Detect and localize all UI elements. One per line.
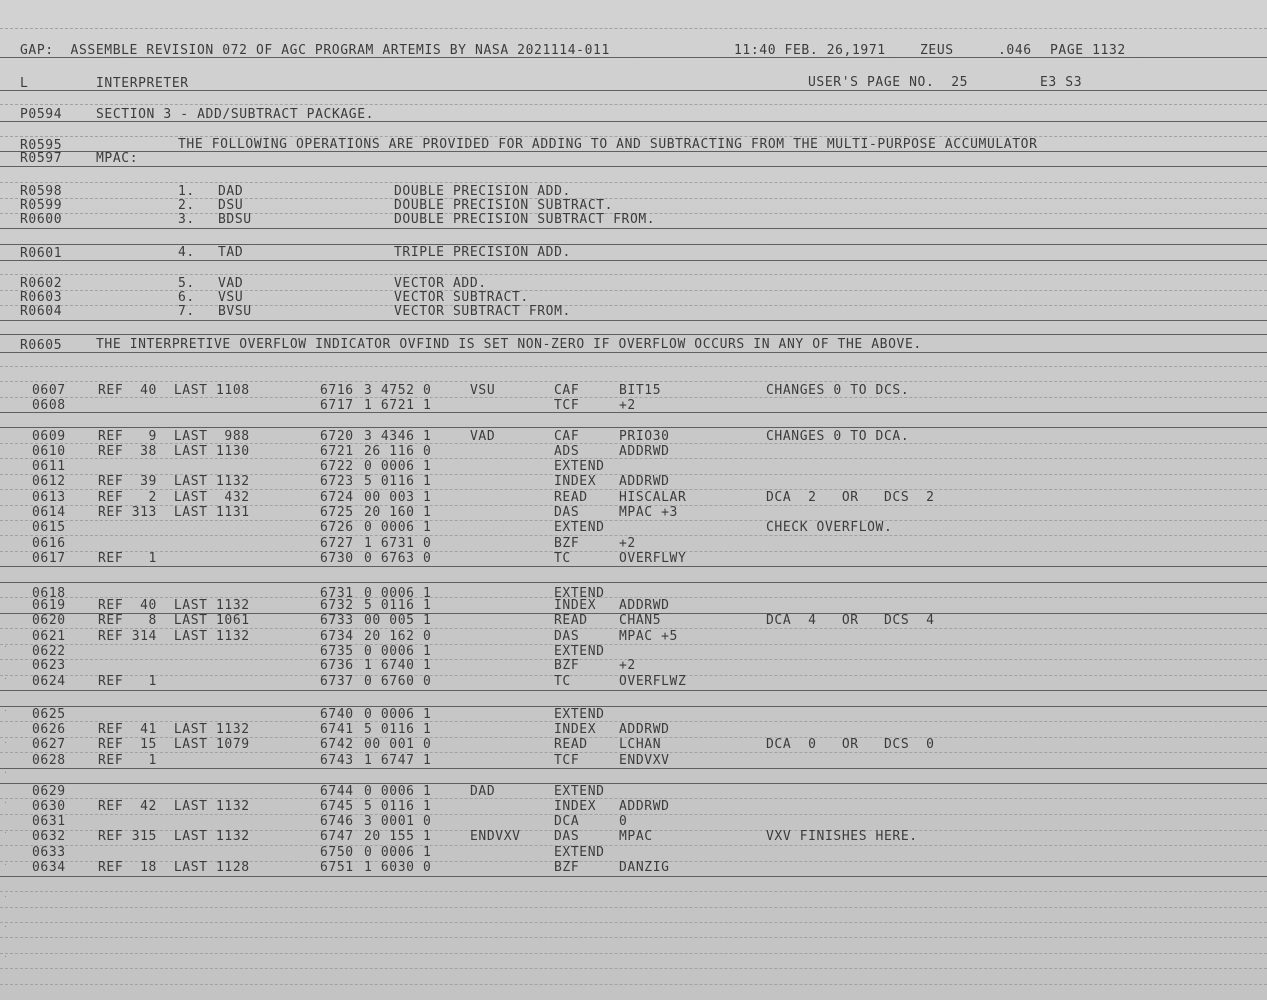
address: 6722 [320, 459, 354, 474]
ref-column: REF 40 LAST 1132 [98, 598, 250, 613]
rule [0, 427, 1267, 428]
line-number: 0615 [32, 520, 66, 535]
address: 6746 [320, 814, 354, 829]
op-number: 1. [178, 184, 195, 199]
remark-ref: R0595 [20, 138, 63, 153]
address: 6723 [320, 474, 354, 489]
operand: +2 [619, 658, 636, 673]
opcode: EXTEND [554, 845, 605, 860]
address: 6725 [320, 505, 354, 520]
address: 6732 [320, 598, 354, 613]
opcode: READ [554, 490, 588, 505]
line-number: 0619 [32, 598, 66, 613]
opcode: DCA [554, 814, 580, 829]
op-number: 2. [178, 198, 195, 213]
operand: OVERFLWY [619, 551, 687, 566]
margin-mark: . [4, 950, 7, 960]
ref-column: REF 1 [98, 674, 157, 689]
op-ref: R0599 [20, 198, 63, 213]
op-ref: R0598 [20, 184, 63, 199]
rule [0, 876, 1267, 877]
line-number: 0629 [32, 784, 66, 799]
line-number: 0609 [32, 429, 66, 444]
header-machine: ZEUS [920, 43, 954, 58]
rule [0, 352, 1267, 353]
subheader-id: E3 S3 [1040, 75, 1083, 90]
opcode: READ [554, 613, 588, 628]
guide-line [0, 381, 1267, 382]
opcode: TCF [554, 398, 580, 413]
octal-word: 1 6030 0 [364, 860, 432, 875]
opcode: EXTEND [554, 586, 605, 601]
margin-mark: . [4, 640, 7, 650]
octal-word: 3 4346 1 [364, 429, 432, 444]
octal-word: 5 0116 1 [364, 799, 432, 814]
opcode: INDEX [554, 722, 597, 737]
address: 6741 [320, 722, 354, 737]
guide-line [0, 984, 1267, 985]
margin-mark: . [4, 890, 7, 900]
op-mnemonic: TAD [218, 245, 244, 260]
octal-word: 0 0006 1 [364, 520, 432, 535]
section-title: SECTION 3 - ADD/SUBTRACT PACKAGE. [96, 107, 375, 122]
address: 6740 [320, 707, 354, 722]
op-description: DOUBLE PRECISION ADD. [394, 184, 571, 199]
octal-word: 3 0001 0 [364, 814, 432, 829]
ref-column: REF 15 LAST 1079 [98, 737, 250, 752]
op-ref: R0603 [20, 290, 63, 305]
line-number: 0624 [32, 674, 66, 689]
label: ENDVXV [470, 829, 521, 844]
rule [0, 228, 1267, 229]
octal-word: 0 0006 1 [364, 586, 432, 601]
remark-ref: R0597 [20, 151, 63, 166]
comment: CHANGES 0 TO DCS. [766, 383, 910, 398]
comment: CHANGES 0 TO DCA. [766, 429, 910, 444]
line-number: 0617 [32, 551, 66, 566]
rule [0, 166, 1267, 167]
opcode: TC [554, 674, 571, 689]
op-number: 6. [178, 290, 195, 305]
octal-word: 1 6721 1 [364, 398, 432, 413]
line-number: 0628 [32, 753, 66, 768]
address: 6747 [320, 829, 354, 844]
line-number: 0633 [32, 845, 66, 860]
operand: ADDRWD [619, 444, 670, 459]
address: 6743 [320, 753, 354, 768]
ref-column: REF 39 LAST 1132 [98, 474, 250, 489]
opcode: INDEX [554, 799, 597, 814]
ref-column: REF 18 LAST 1128 [98, 860, 250, 875]
op-mnemonic: DSU [218, 198, 244, 213]
line-number: 0631 [32, 814, 66, 829]
margin-mark: . [4, 826, 7, 836]
guide-line [0, 520, 1267, 521]
line-number: 0622 [32, 644, 66, 659]
op-mnemonic: BVSU [218, 304, 252, 319]
octal-word: 3 4752 0 [364, 383, 432, 398]
op-description: DOUBLE PRECISION SUBTRACT. [394, 198, 614, 213]
line-number: 0614 [32, 505, 66, 520]
octal-word: 26 116 0 [364, 444, 432, 459]
address: 6736 [320, 658, 354, 673]
address: 6724 [320, 490, 354, 505]
octal-word: 5 0116 1 [364, 722, 432, 737]
octal-word: 0 0006 1 [364, 644, 432, 659]
label: VSU [470, 383, 496, 398]
guide-line [0, 922, 1267, 923]
opcode: TCF [554, 753, 580, 768]
line-number: 0613 [32, 490, 66, 505]
address: 6744 [320, 784, 354, 799]
guide-line [0, 366, 1267, 367]
op-description: VECTOR SUBTRACT. [394, 290, 529, 305]
address: 6721 [320, 444, 354, 459]
octal-word: 1 6740 1 [364, 658, 432, 673]
opcode: EXTEND [554, 644, 605, 659]
ref-column: REF 41 LAST 1132 [98, 722, 250, 737]
octal-word: 0 6763 0 [364, 551, 432, 566]
op-number: 7. [178, 304, 195, 319]
line-number: 0623 [32, 658, 66, 673]
operand: +2 [619, 398, 636, 413]
op-mnemonic: DAD [218, 184, 244, 199]
rule [0, 783, 1267, 784]
comment: DCA 0 OR DCS 0 [766, 737, 935, 752]
address: 6717 [320, 398, 354, 413]
opcode: EXTEND [554, 459, 605, 474]
margin-mark: . [4, 920, 7, 930]
octal-word: 5 0116 1 [364, 474, 432, 489]
opcode: DAS [554, 829, 580, 844]
opcode: INDEX [554, 598, 597, 613]
ref-column: REF 40 LAST 1108 [98, 383, 250, 398]
line-number: 0632 [32, 829, 66, 844]
guide-line [0, 907, 1267, 908]
operand: ADDRWD [619, 722, 670, 737]
rule [0, 90, 1267, 91]
octal-word: 0 0006 1 [364, 707, 432, 722]
ref-column: REF 8 LAST 1061 [98, 613, 250, 628]
ref-column: REF 42 LAST 1132 [98, 799, 250, 814]
line-number: 0625 [32, 707, 66, 722]
rule [0, 706, 1267, 707]
octal-word: 0 6760 0 [364, 674, 432, 689]
section-ref: P0594 [20, 107, 63, 122]
header-job: .046 [998, 43, 1032, 58]
operand: MPAC +3 [619, 505, 678, 520]
header-title: GAP: ASSEMBLE REVISION 072 OF AGC PROGRAM ARTEMIS BY NASA 2021114-011 [20, 43, 610, 58]
operand: OVERFLWZ [619, 674, 687, 689]
op-ref: R0604 [20, 304, 63, 319]
address: 6720 [320, 429, 354, 444]
op-description: VECTOR SUBTRACT FROM. [394, 304, 571, 319]
op-description: TRIPLE PRECISION ADD. [394, 245, 571, 260]
octal-word: 20 160 1 [364, 505, 432, 520]
address: 6733 [320, 613, 354, 628]
line-number: 0616 [32, 536, 66, 551]
op-number: 3. [178, 212, 195, 227]
margin-mark: . [4, 736, 7, 746]
op-ref: R0600 [20, 212, 63, 227]
remark-text: THE FOLLOWING OPERATIONS ARE PROVIDED FOR ADDING TO AND SUBTRACTING FROM THE MULTI-PURPOSE ACCUMULATOR [178, 137, 1038, 152]
operand: ADDRWD [619, 598, 670, 613]
guide-line [0, 814, 1267, 815]
line-number: 0607 [32, 383, 66, 398]
line-number: 0630 [32, 799, 66, 814]
octal-word: 0 0006 1 [364, 784, 432, 799]
guide-line [0, 968, 1267, 969]
remark-text: THE INTERPRETIVE OVERFLOW INDICATOR OVFIND IS SET NON-ZERO IF OVERFLOW OCCURS IN ANY OF THE ABOVE. [96, 337, 922, 352]
rule [0, 582, 1267, 583]
operand: ADDRWD [619, 799, 670, 814]
address: 6735 [320, 644, 354, 659]
opcode: DAS [554, 505, 580, 520]
comment: CHECK OVERFLOW. [766, 520, 893, 535]
opcode: DAS [554, 629, 580, 644]
octal-word: 20 155 1 [364, 829, 432, 844]
margin-mark: . [4, 672, 7, 682]
line-number: 0620 [32, 613, 66, 628]
ref-column: REF 38 LAST 1130 [98, 444, 250, 459]
guide-line [0, 953, 1267, 954]
opcode: CAF [554, 383, 580, 398]
comment: DCA 2 OR DCS 2 [766, 490, 935, 505]
subheader-code: L [20, 76, 29, 91]
guide-line [0, 644, 1267, 645]
ref-column: REF 314 LAST 1132 [98, 629, 250, 644]
operand: HISCALAR [619, 490, 687, 505]
guide-line [0, 845, 1267, 846]
line-number: 0634 [32, 860, 66, 875]
octal-word: 5 0116 1 [364, 598, 432, 613]
opcode: CAF [554, 429, 580, 444]
comment: DCA 4 OR DCS 4 [766, 613, 935, 628]
op-description: VECTOR ADD. [394, 276, 487, 291]
line-number: 0610 [32, 444, 66, 459]
address: 6716 [320, 383, 354, 398]
opcode: BZF [554, 658, 580, 673]
margin-mark: . [4, 858, 7, 868]
operand: BIT15 [619, 383, 662, 398]
opcode: EXTEND [554, 784, 605, 799]
octal-word: 0 0006 1 [364, 845, 432, 860]
header-page: PAGE 1132 [1050, 43, 1126, 58]
header-time: 11:40 FEB. 26,1971 [734, 43, 886, 58]
remark-ref: R0605 [20, 338, 63, 353]
address: 6742 [320, 737, 354, 752]
operand: ADDRWD [619, 474, 670, 489]
op-number: 4. [178, 245, 195, 260]
operand: +2 [619, 536, 636, 551]
operand: MPAC [619, 829, 653, 844]
line-number: 0627 [32, 737, 66, 752]
comment: VXV FINISHES HERE. [766, 829, 918, 844]
rule [0, 320, 1267, 321]
address: 6737 [320, 674, 354, 689]
rule [0, 334, 1267, 335]
address: 6751 [320, 860, 354, 875]
ref-column: REF 315 LAST 1132 [98, 829, 250, 844]
op-mnemonic: VSU [218, 290, 244, 305]
guide-line [0, 891, 1267, 892]
remark-text: MPAC: [96, 151, 139, 166]
opcode: EXTEND [554, 520, 605, 535]
users-page: USER'S PAGE NO. 25 [808, 75, 969, 90]
opcode: TC [554, 551, 571, 566]
octal-word: 20 162 0 [364, 629, 432, 644]
label: DAD [470, 784, 496, 799]
margin-mark: . [4, 766, 7, 776]
ref-column: REF 2 LAST 432 [98, 490, 250, 505]
ref-column: REF 1 [98, 753, 157, 768]
opcode: EXTEND [554, 707, 605, 722]
ref-column: REF 313 LAST 1131 [98, 505, 250, 520]
margin-mark: . [4, 704, 7, 714]
op-ref: R0602 [20, 276, 63, 291]
address: 6750 [320, 845, 354, 860]
address: 6730 [320, 551, 354, 566]
line-number: 0608 [32, 398, 66, 413]
octal-word: 00 003 1 [364, 490, 432, 505]
octal-word: 00 001 0 [364, 737, 432, 752]
rule [0, 690, 1267, 691]
octal-word: 1 6747 1 [364, 753, 432, 768]
octal-word: 0 0006 1 [364, 459, 432, 474]
operand: PRIO30 [619, 429, 670, 444]
rule [0, 566, 1267, 567]
opcode: INDEX [554, 474, 597, 489]
operand: ENDVXV [619, 753, 670, 768]
line-number: 0618 [32, 586, 66, 601]
address: 6726 [320, 520, 354, 535]
opcode: BZF [554, 860, 580, 875]
address: 6745 [320, 799, 354, 814]
line-number: 0612 [32, 474, 66, 489]
octal-word: 1 6731 0 [364, 536, 432, 551]
address: 6731 [320, 586, 354, 601]
address: 6727 [320, 536, 354, 551]
op-mnemonic: BDSU [218, 212, 252, 227]
operand: LCHAN [619, 737, 662, 752]
guide-line [0, 937, 1267, 938]
ref-column: REF 1 [98, 551, 157, 566]
rule [0, 260, 1267, 261]
opcode: ADS [554, 444, 580, 459]
opcode: READ [554, 737, 588, 752]
line-number: 0626 [32, 722, 66, 737]
op-mnemonic: VAD [218, 276, 244, 291]
operand: 0 [619, 814, 628, 829]
label: VAD [470, 429, 496, 444]
op-description: DOUBLE PRECISION SUBTRACT FROM. [394, 212, 656, 227]
guide-line [0, 104, 1267, 105]
operand: CHAN5 [619, 613, 662, 628]
margin-mark: . [4, 796, 7, 806]
subheader-section: INTERPRETER [96, 76, 189, 91]
ref-column: REF 9 LAST 988 [98, 429, 250, 444]
operand: DANZIG [619, 860, 670, 875]
octal-word: 00 005 1 [364, 613, 432, 628]
guide-line [0, 28, 1267, 29]
op-number: 5. [178, 276, 195, 291]
rule [0, 768, 1267, 769]
opcode: BZF [554, 536, 580, 551]
op-ref: R0601 [20, 246, 63, 261]
line-number: 0621 [32, 629, 66, 644]
guide-line [0, 182, 1267, 183]
operand: MPAC +5 [619, 629, 678, 644]
line-number: 0611 [32, 459, 66, 474]
address: 6734 [320, 629, 354, 644]
guide-line [0, 274, 1267, 275]
